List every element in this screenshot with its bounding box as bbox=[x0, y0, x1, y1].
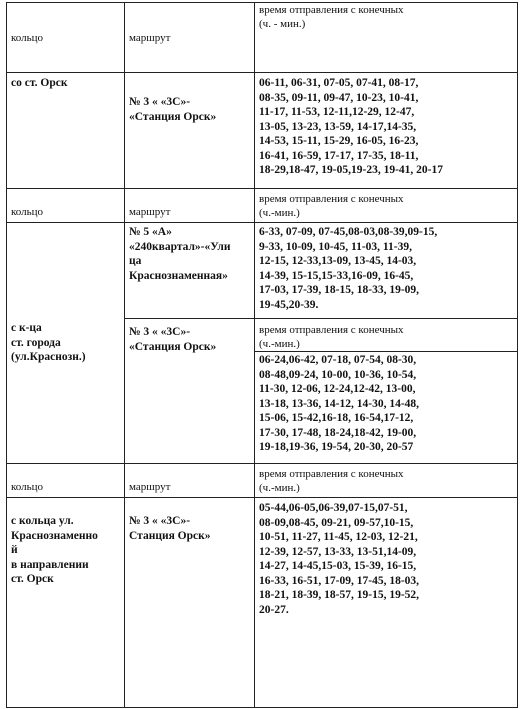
departure-times: 6-33, 07-09, 07-45,08-03,08-39,09-15, 9-33, 10-09, 10-45, 11-03, 11-39, 12-15, 12-33,13-09, 13-45, 14-03, 14-39, 15-15,15-33,16-09, 16-45, 17-03, 17-39, 18-15, 18-33, 19-09, 19-45,20-39. bbox=[255, 223, 518, 319]
route-name: № 3 « «3С»- «Станция Орск» bbox=[125, 319, 255, 464]
stop-from: с к-ца ст. города (ул.Краснозн.) bbox=[7, 223, 125, 464]
header-ring: кольцо bbox=[7, 464, 125, 498]
table-row bbox=[7, 498, 518, 708]
header-time: время отправления с конечных (ч.-мин.) bbox=[255, 319, 518, 352]
route-name: № 5 «А» «240квартал»-«Ули ца Краснознаменная» bbox=[125, 223, 255, 319]
header-ring: кольцо bbox=[7, 189, 125, 223]
header-ring: кольцо bbox=[7, 3, 125, 73]
header-time: время отправления с конечных (ч.-мин.) bbox=[255, 189, 518, 223]
header-route: маршрут bbox=[125, 189, 255, 223]
stop-from: со ст. Орск bbox=[7, 73, 125, 189]
departure-times: 06-24,06-42, 07-18, 07-54, 08-30, 08-48,09-24, 10-00, 10-36, 10-54, 11-30, 12-06, 12-24,12-42, 13-00, 13-18, 13-36, 14-12, 14-30, 14-48, 15-06, 15-42,16-18, 16-54,17-12, 17-30, 17-48, 18-24,18-42, 19-00, 19-18,19-36, 19-54, 20-30, 20-57 bbox=[255, 352, 518, 464]
departure-times: 06-11, 06-31, 07-05, 07-41, 08-17, 08-35, 09-11, 09-47, 10-23, 10-41, 11-17, 11-53, 12-11,12-29, 12-47, 13-05, 13-23, 13-59, 14-17,14-35, 14-53, 15-11, 15-29, 16-05, 16-23, 16-41, 16-59, 17-17, 17-35, 18-11, 18-29,18-47, 19-05,19-23, 19-41, 20-17 bbox=[255, 73, 518, 189]
table-row bbox=[7, 189, 518, 223]
table-row bbox=[7, 464, 518, 498]
schedule-table bbox=[6, 2, 518, 708]
header-route: маршрут bbox=[125, 464, 255, 498]
table-row bbox=[7, 73, 518, 189]
departure-times: 05-44,06-05,06-39,07-15,07-51, 08-09,08-45, 09-21, 09-57,10-15, 10-51, 11-27, 11-45, 12-03, 12-21, 12-39, 12-57, 13-33, 13-51,14-09, 14-27, 14-45,15-03, 15-39, 16-15, 16-33, 16-51, 17-09, 17-45, 18-03, 18-21, 18-39, 18-57, 19-15, 19-52, 20-27. bbox=[255, 498, 518, 708]
header-route: маршрут bbox=[125, 3, 255, 73]
header-time: время отправления с конечных (ч.-мин.) bbox=[255, 464, 518, 498]
route-name: № 3 « «3С»- «Станция Орск» bbox=[125, 73, 255, 189]
table-row bbox=[7, 223, 518, 319]
stop-from: с кольца ул. Краснознаменно й в направлении ст. Орск bbox=[7, 498, 125, 708]
route-name: № 3 « «3С»- Станция Орск» bbox=[125, 498, 255, 708]
table-row bbox=[7, 3, 518, 73]
header-time: время отправления с конечных (ч. - мин.) bbox=[255, 3, 518, 73]
